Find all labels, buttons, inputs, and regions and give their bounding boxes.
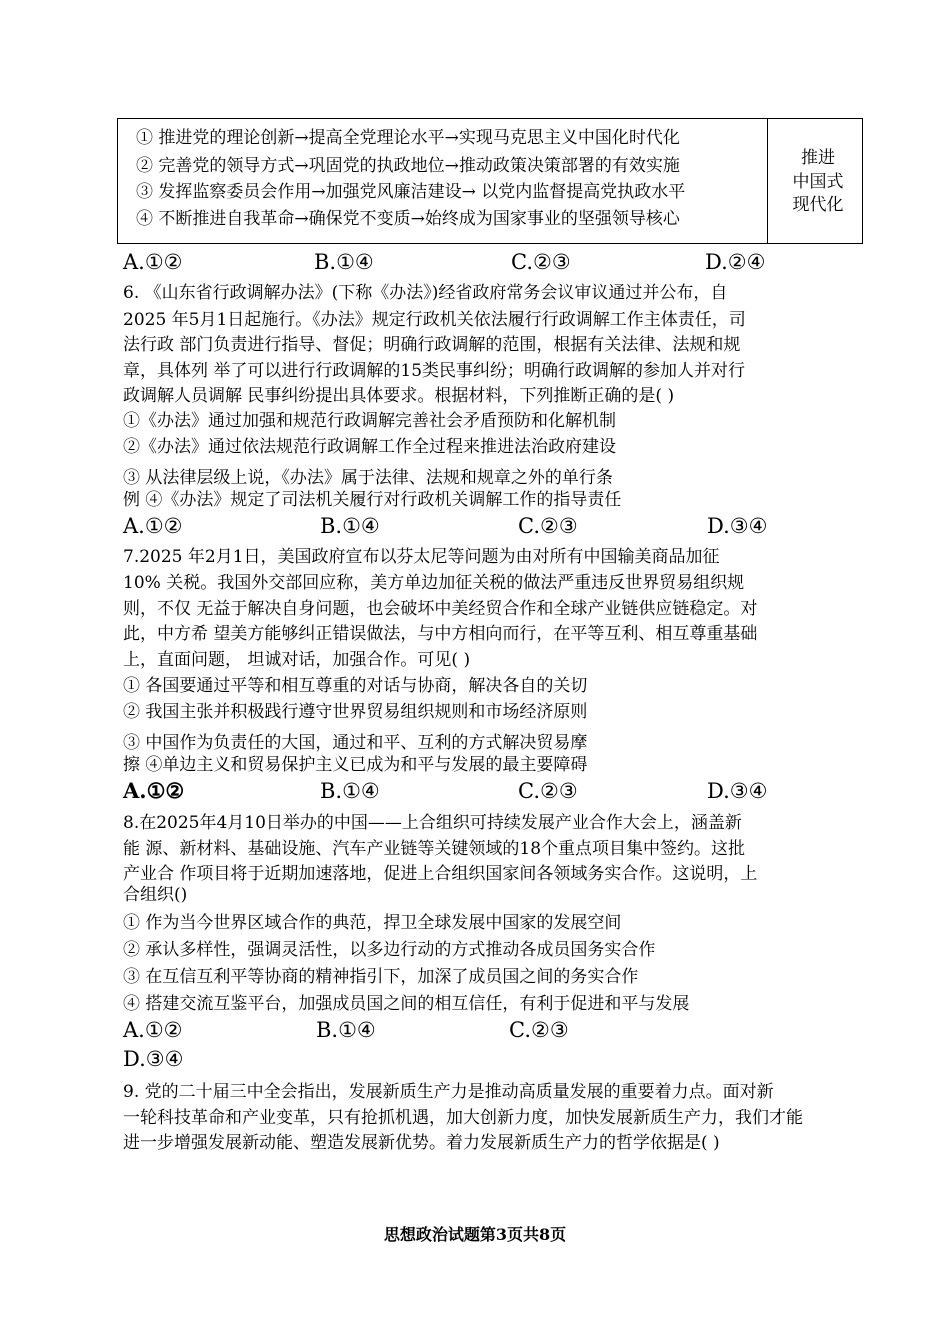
q5-option-c: C.②③ [511, 250, 571, 274]
q6-statement: ③ 从法律层级上说，《办法》属于法律、法规和规章之外的单行条 [123, 468, 613, 488]
q7-statement: 擦 ④单边主义和贸易保护主义已成为和平与发展的最主要障碍 [123, 755, 588, 775]
table-row: ③ 发挥监察委员会作用→加强党风廉洁建设→ 以党内监督提高党执政水平 [136, 182, 686, 202]
q6-option-b: B.①④ [320, 514, 380, 538]
q7-statement: ② 我国主张并积极践行遵守世界贸易组织规则和市场经济原则 [123, 702, 588, 722]
q7-stem-line: 10% 关税。我国外交部回应称，美方单边加征关税的做法严重违反世界贸易组织规 [123, 573, 745, 593]
q6-statement: ①《办法》通过加强和规范行政调解完善社会矛盾预防和化解机制 [123, 411, 616, 431]
table-side-label: 推进 [801, 148, 835, 168]
q8-option-d: D.③④ [123, 1047, 184, 1071]
q5-option-a: A.①② [123, 250, 183, 274]
q6-statement: ②《办法》通过依法规范行政调解工作全过程来推进法治政府建设 [123, 437, 616, 457]
table-divider [767, 119, 768, 243]
q7-option-a: A.①② [123, 778, 185, 803]
q9-stem-line: 一轮科技革命和产业变革，只有抢抓机遇，加大创新力度，加快发展新质生产力，我们才能 [123, 1108, 803, 1128]
q6-stem-line: 章，具体列 举了可以进行行政调解的15类民事纠纷；明确行政调解的参加人并对行 [123, 361, 746, 381]
table-side-label: 现代化 [792, 195, 844, 215]
q7-statement: ① 各国要通过平等和相互尊重的对话与协商，解决各自的关切 [123, 676, 588, 696]
q8-stem-line: 产业合 作项目将于近期加速落地，促进上合组织国家间各领域务实合作。这说明，上 [123, 864, 758, 884]
q9-stem-line: 进一步增强发展新动能、塑造发展新优势。着力发展新质生产力的哲学依据是( ) [123, 1133, 720, 1153]
q6-stem-line: 2025 年5月1日起施行。《办法》规定行政机关依法履行行政调解工作主体责任，司 [123, 310, 746, 330]
q6-stem-line: 法行政 部门负责进行指导、督促；明确行政调解的范围，根据有关法律、法规和规 [123, 335, 741, 355]
q8-option-a: A.①② [123, 1018, 183, 1042]
q9-stem-line: 9. 党的二十届三中全会指出，发展新质生产力是推动高质量发展的重要着力点。面对新 [123, 1082, 774, 1102]
q8-stem-line: 合组织() [123, 885, 188, 905]
q6-stem-line: 6. 《山东省行政调解办法》(下称《办法》)经省政府常务会议审议通过并公布，自 [123, 283, 728, 303]
q7-option-c: C.②③ [518, 779, 578, 803]
q6-option-c: C.②③ [518, 514, 578, 538]
statement-table [117, 118, 863, 244]
table-row: ② 完善党的领导方式→巩固党的执政地位→推动政策决策部署的有效实施 [136, 156, 680, 176]
table-row: ① 推进党的理论创新→提高全党理论水平→实现马克思主义中国化时代化 [136, 128, 680, 148]
q7-stem-line: 7.2025 年2月1日，美国政府宣布以芬太尼等问题为由对所有中国输美商品加征 [123, 547, 720, 567]
q5-option-b: B.①④ [314, 250, 374, 274]
q7-option-b: B.①④ [320, 779, 380, 803]
q6-option-a: A.①② [123, 514, 183, 538]
q8-statement: ④ 搭建交流互鉴平台，加强成员国之间的相互信任，有利于促进和平与发展 [123, 994, 690, 1014]
q6-option-d: D.③④ [707, 514, 768, 538]
q8-statement: ① 作为当今世界区域合作的典范，捍卫全球发展中国家的发展空间 [123, 913, 622, 933]
q6-stem-line: 政调解人员调解 民事纠纷提出具体要求。根据材料，下列推断正确的是( ) [123, 386, 675, 406]
q6-statement: 例 ④《办法》规定了司法机关履行对行政机关调解工作的指导责任 [123, 490, 622, 510]
q7-statement: ③ 中国作为负责任的大国，通过和平、互利的方式解决贸易摩 [123, 733, 588, 753]
q7-option-d: D.③④ [707, 779, 768, 803]
q8-statement: ② 承认多样性，强调灵活性，以多边行动的方式推动各成员国务实合作 [123, 940, 656, 960]
q5-option-d: D.②④ [705, 250, 766, 274]
q8-option-c: C.②③ [509, 1018, 569, 1042]
table-row: ④ 不断推进自我革命→确保党不变质→始终成为国家事业的坚强领导核心 [136, 209, 680, 229]
q8-option-b: B.①④ [316, 1018, 376, 1042]
q7-stem-line: 则，不仅 无益于解决自身问题，也会破坏中美经贸合作和全球产业链供应链稳定。对 [123, 599, 758, 619]
table-side-label: 中国式 [792, 172, 844, 192]
q8-statement: ③ 在互信互利平等协商的精神指引下，加深了成员国之间的务实合作 [123, 967, 639, 987]
q7-stem-line: 此，中方希 望美方能够纠正错误做法，与中方相向而行，在平等互利、相互尊重基础 [123, 624, 758, 644]
q7-stem-line: 上，直面问题， 坦诚对话，加强合作。可见( ) [123, 650, 471, 670]
q8-stem-line: 8.在2025年4月10日举办的中国——上合组织可持续发展产业合作大会上，涵盖新 [123, 813, 742, 833]
page-footer: 思想政治试题第3页共8页 [383, 1225, 567, 1244]
q8-stem-line: 能 源、新材料、基础设施、汽车产业链等关键领域的18个重点项目集中签约。这批 [123, 839, 746, 859]
